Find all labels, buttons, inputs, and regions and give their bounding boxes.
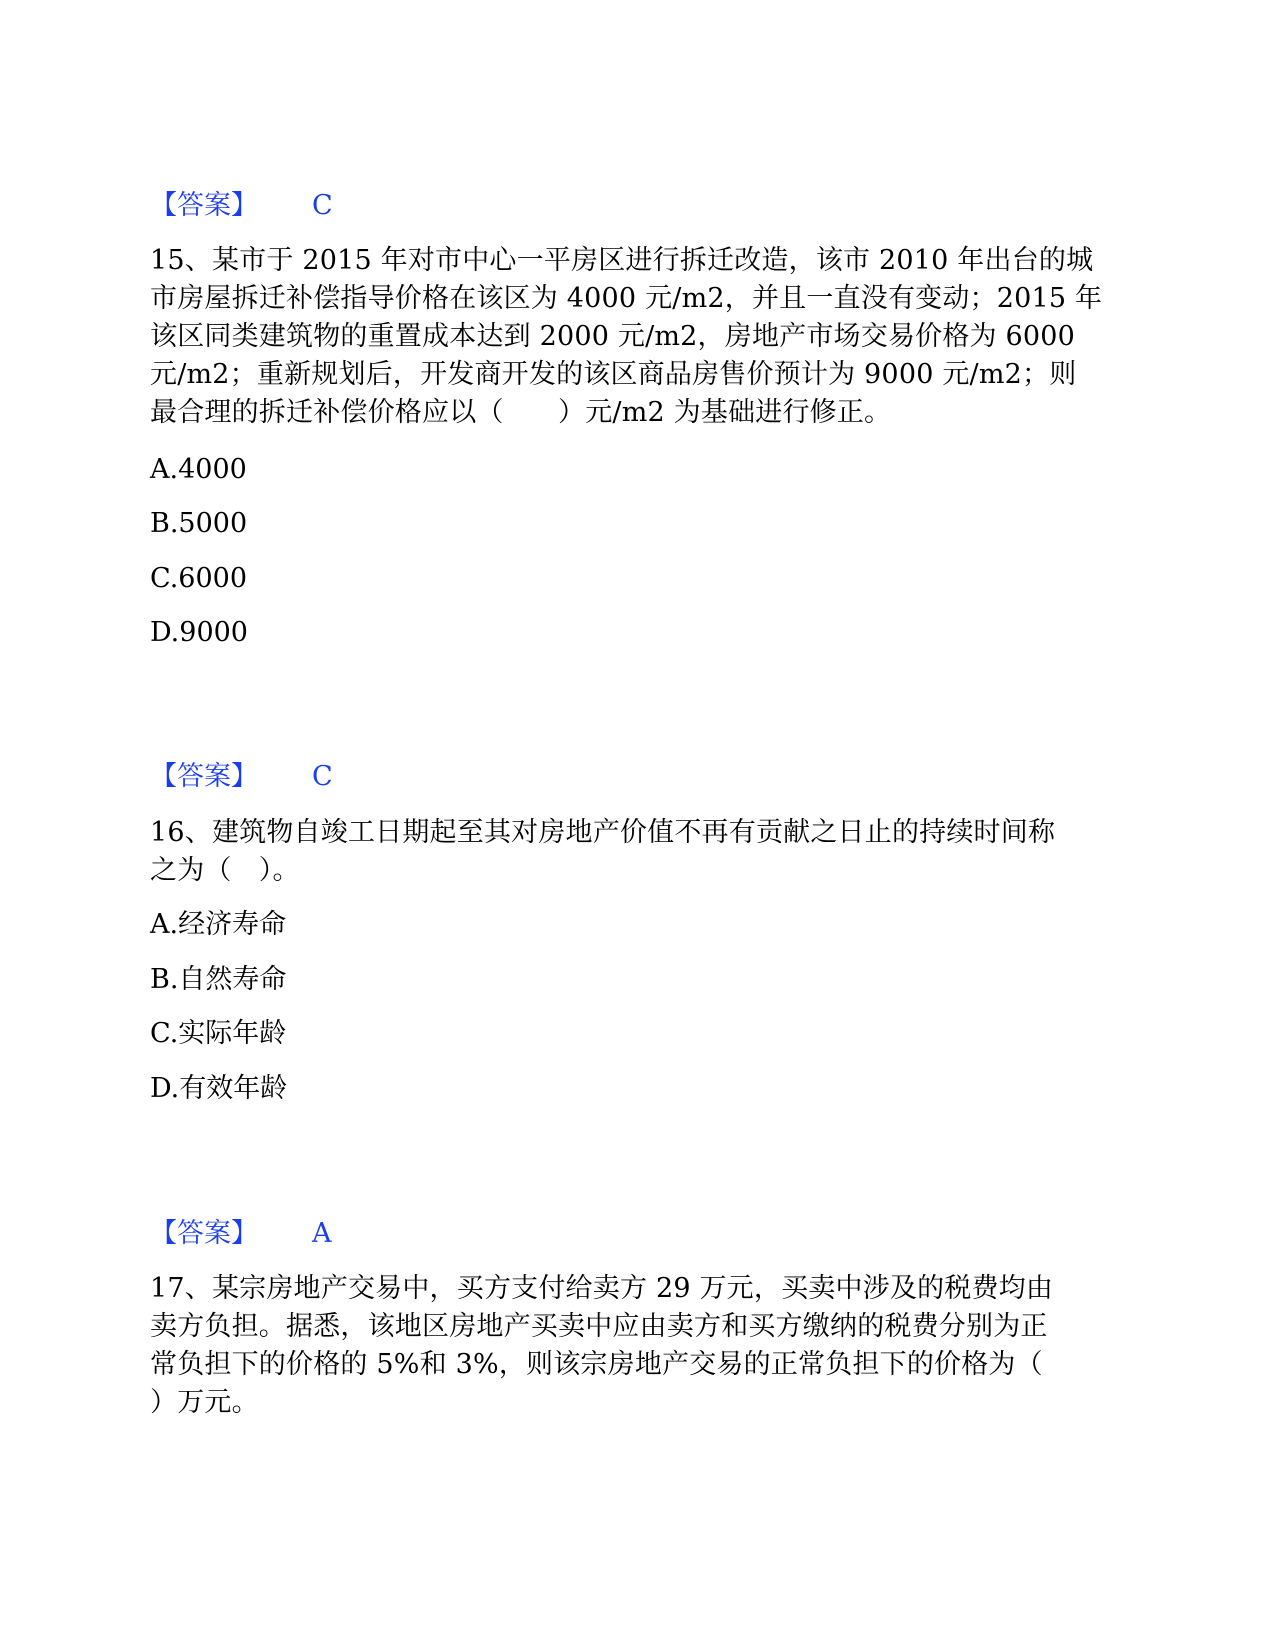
question-line: 之为（ ）。 bbox=[150, 855, 300, 886]
question-line: 该区同类建筑物的重置成本达到 2000 元/m2，房地产市场交易价格为 6000 bbox=[150, 321, 1076, 352]
answer-value: A bbox=[312, 1218, 332, 1249]
question-line: 市房屋拆迁补偿指导价格在该区为 4000 元/m2，并且一直没有变动；2015 年 bbox=[150, 283, 1103, 314]
question-15-stem bbox=[150, 242, 1120, 432]
answer-value: C bbox=[312, 190, 333, 221]
question-line: 15、某市于 2015 年对市中心一平房区进行拆迁改造，该市 2010 年出台的城 bbox=[150, 245, 1094, 276]
question-line: ）万元。 bbox=[150, 1387, 259, 1418]
question-line: 16、建筑物自竣工日期起至其对房地产价值不再有贡献之日止的持续时间称 bbox=[150, 817, 1056, 848]
answer-label: 【答案】 bbox=[150, 190, 258, 221]
question-line: 元/m2；重新规划后，开发商开发的该区商品房售价预计为 9000 元/m2；则 bbox=[150, 359, 1077, 390]
question-16-option-a: A.经济寿命 bbox=[150, 909, 287, 940]
question-line: 17、某宗房地产交易中，买方支付给卖方 29 万元，买卖中涉及的税费均由 bbox=[150, 1273, 1054, 1304]
answer-value: C bbox=[312, 761, 333, 792]
question-16-option-c: C.实际年龄 bbox=[150, 1018, 287, 1049]
question-16-stem bbox=[150, 814, 1120, 890]
question-line: 最合理的拆迁补偿价格应以（ ）元/m2 为基础进行修正。 bbox=[150, 397, 892, 428]
question-15-option-d: D.9000 bbox=[150, 617, 248, 648]
question-15-option-a: A.4000 bbox=[150, 454, 247, 485]
question-15-option-b: B.5000 bbox=[150, 508, 248, 539]
question-16-option-d: D.有效年龄 bbox=[150, 1073, 288, 1104]
question-line: 常负担下的价格的 5%和 3%，则该宗房地产交易的正常负担下的价格为（ bbox=[150, 1349, 1043, 1380]
question-line: 卖方负担。据悉，该地区房地产买卖中应由卖方和买方缴纳的税费分别为正 bbox=[150, 1311, 1048, 1342]
question-17-stem bbox=[150, 1270, 1120, 1422]
answer-line-15 bbox=[150, 759, 333, 795]
answer-label: 【答案】 bbox=[150, 761, 258, 792]
answer-line-14 bbox=[150, 188, 333, 224]
question-16-option-b: B.自然寿命 bbox=[150, 964, 287, 995]
answer-label: 【答案】 bbox=[150, 1218, 258, 1249]
question-15-option-c: C.6000 bbox=[150, 563, 247, 594]
answer-line-16 bbox=[150, 1216, 332, 1252]
